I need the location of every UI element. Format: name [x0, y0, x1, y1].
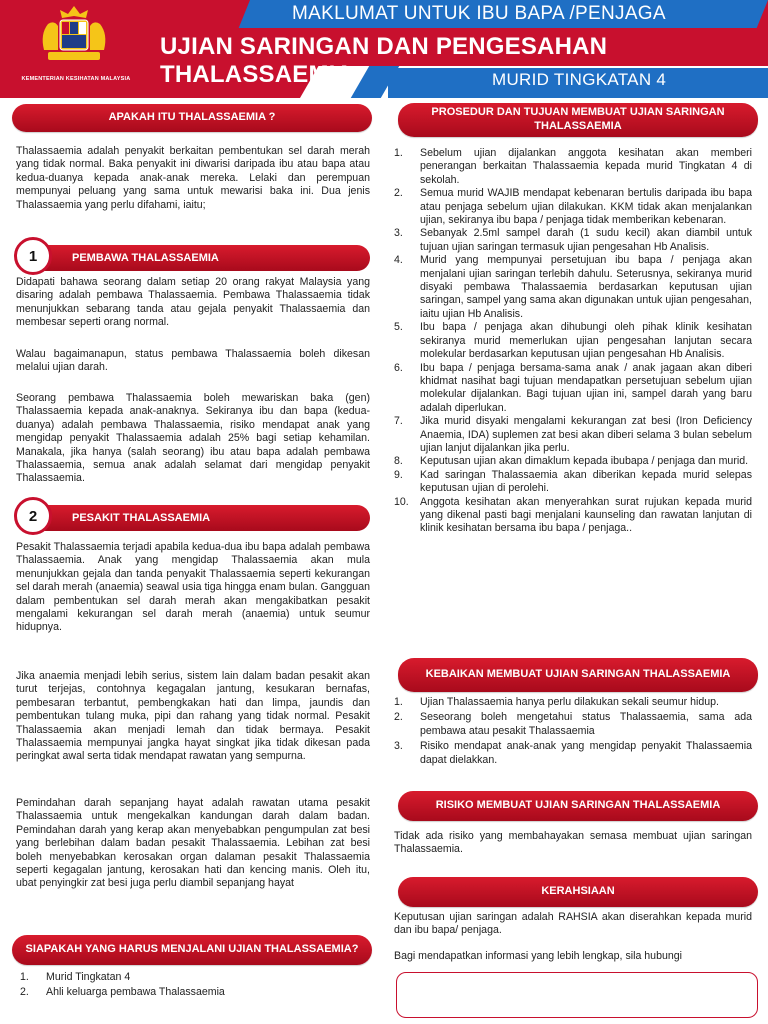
who-list [20, 971, 370, 1000]
number-badge-2: 2 [14, 497, 52, 535]
list-item: 3. Risiko mendapat anak-anak yang mengidap penyakit Thalassaemia dapat dielakkan. [394, 740, 752, 766]
section-head-carrier [32, 245, 370, 271]
list-item: 2. Seseorang boleh mengetahui status Thalassaemia, sama ada pembawa atau pesakit Thalassaemia [394, 711, 752, 737]
header-audience: MAKLUMAT UNTUK IBU BAPA /PENJAGA [292, 3, 666, 24]
list-item: 1. Sebelum ujian dijalankan anggota kesihatan akan memberi penerangan berkaitan Thalassaemia kepada murid Tingkatan 4 di sekolah. [394, 147, 752, 186]
procedure-list [394, 147, 752, 536]
header-banner [0, 0, 768, 98]
section-head-benefit-label: KEBAIKAN MEMBUAT UJIAN SARINGAN THALASSAEMIA [425, 668, 731, 681]
list-item: 8. Keputusan ujian akan dimaklum kepada ibubapa / penjaga dan murid. [394, 455, 749, 468]
section-head-confidential [398, 877, 758, 907]
list-item: 6. Ibu bapa / penjaga bersama-sama anak / anak jagaan akan diberi khidmat nasihat bagi tujuan mendapatkan persetujuan sebelum ujian molekular dijalankan. Bagi tujuan ujian ini, sampel darah yang baru adalah diperlukan. [394, 361, 752, 414]
section-head-risk-label: RISIKO MEMBUAT UJIAN SARINGAN THALASSAEMIA [435, 799, 721, 812]
list-item: 9. Kad saringan Thalassaemia akan diberikan kepada murid selepas keputusan ujian di perolehi. [394, 468, 752, 495]
page-title: UJIAN SARINGAN DAN PENGESAHAN THALASSAEMIA [160, 33, 608, 88]
section-head-who-label: SIAPAKAH YANG HARUS MENJALANI UJIAN THALASSAEMIA? [25, 943, 359, 956]
number-badge-1: 1 [14, 237, 52, 275]
section-head-procedure-label: PROSEDUR DAN TUJUAN MEMBUAT UJIAN SARINGAN THALASSAEMIA [431, 106, 725, 132]
patient-paragraph-3: Pemindahan darah sepanjang hayat adalah rawatan utama pesakit Thalassaemia untuk mengekalkan kandungan darah dalam badan. Pemindahan darah yang kerap akan menyebabkan pengumpulan zat besi yang berlebihan dalam badan pesakit Thalassaemia. Lebihan zat besi boleh menyebabkan kerosakan organ dalaman pesakit Thalassaemia seperti kegagalan jantung, kerosakan hati dan kencing manis. Oleh itu, ubat penyingkir zat besi juga perlu diambil sepanjang hayat [16, 797, 370, 890]
list-item: 2. Ahli keluarga pembawa Thalassaemia [20, 986, 225, 999]
contact-box [396, 972, 758, 1018]
page-subtitle: MURID TINGKATAN 4 [492, 70, 667, 89]
ministry-name: KEMENTERIAN KESIHATAN MALAYSIA [21, 76, 131, 82]
section-head-confidential-label: KERAHSIAAN [541, 885, 615, 898]
what-paragraph: Thalassaemia adalah penyakit berkaitan pembentukan sel darah merah yang tidak normal. Baka penyakit ini diwarisi daripada ibu atau bapa atau kedua-duanya kepada anak-anak mereka. Lelaki dan perempuan mempunyai peluang yang sama untuk mewarisi baka ini. Dua jenis Thalassaemia yang perlu difahami, iaitu; [16, 145, 370, 211]
section-head-benefit [398, 658, 758, 692]
confidential-paragraph: Keputusan ujian saringan adalah RAHSIA akan diserahkan kepada murid dan ibu bapa/ penjaga. [394, 911, 752, 937]
section-head-carrier-label: PEMBAWA THALASSAEMIA [72, 252, 219, 264]
patient-paragraph-2: Jika anaemia menjadi lebih serius, sistem lain dalam badan pesakit akan turut terjejas, contohnya kegagalan jantung, kesukaran bernafas, pembesaran terbantut, pembengkakan hati dan limpa, jaundis dan pembentukan tulang muka, pipi dan rahang yang tidak normal. Pesakit Thalassaemia akan menjadi lemah dan tidak bermaya. Pesakit Thalassaemia mempunyai jangka hayat singkat jika tidak dikesan pada peringkat awal serta tidak mendapat rawatan yang sempurna. [16, 670, 370, 763]
list-item: 7. Jika murid disyaki mengalami kekurangan zat besi (Iron Deficiency Anaemia, IDA) suplemen zat besi akan diberi selama 3 bulan sebelum ujian lanjut dijalankan jika perlu. [394, 415, 752, 454]
benefit-list [394, 696, 752, 767]
carrier-paragraph-3: Seorang pembawa Thalassaemia boleh mewariskan baka (gen) Thalassaemia kepada anak-anaknya. Sekiranya ibu dan bapa (kedua-duanya) adalah pembawa Thalassaemia, risiko mendapat anak yang mengidap penyakit Thalassaemia adalah 25% bagi setiap kehamilan. Manakala, jika hanya (salah seorang) ibu atau bapa adalah pembawa Thalassaemia, semua anak adalah selamat dari mengidap penyakit Thalassaemia. [16, 392, 370, 485]
contact-paragraph: Bagi mendapatkan informasi yang lebih lengkap, sila hubungi [394, 950, 682, 962]
ministry-logo [6, 4, 140, 86]
list-item: 1. Ujian Thalassaemia hanya perlu dilakukan sekali seumur hidup. [394, 696, 719, 708]
list-item: 5. Ibu bapa / penjaga akan dihubungi oleh pihak klinik kesihatan sekiranya murid memerlukan ujian pengesahan lanjutan secara molekular berdasarkan keputusan ujian pengesahan Hb Analisis. [394, 321, 752, 361]
section-head-risk [398, 791, 758, 821]
list-item: 2. Semua murid WAJIB mendapat kebenaran bertulis daripada ibu bapa atau penjaga sebelum ujian dilakukan. KKM tidak akan menjalankan ujian, sekiranya ibu bapa / penjaga tidak memberikan kebenaran. [394, 187, 752, 227]
patient-paragraph-1: Pesakit Thalassaemia terjadi apabila kedua-dua ibu bapa adalah pembawa Thalassaemia. Anak yang mengidap Thalassaemia akan mula menunjukkan gejala dan tanda penyakit Thalassaemia seperti kekurangan sel darah merah (anaemia) seawal usia tiga hingga enam bulan. Gangguan dalam pembentukan sel darah merah akan mengakibatkan pesakit mengalami kekurangan sel darah merah (anaemia) untuk seumur hidupnya. [16, 541, 370, 634]
carrier-paragraph-2: Walau bagaimanapun, status pembawa Thalassaemia boleh dikesan melalui ujian darah. [16, 348, 370, 374]
section-head-who [12, 935, 372, 965]
list-item: 4. Murid yang mempunyai persetujuan ibu bapa / penjaga akan menjalani ujian saringan terlebih dahulu. Seterusnya, sekiranya murid disyaki pembawa Thalassaemia berdasarkan keputusan ujian saringan, sampel yang sama akan digunakan untuk ujian pengesahan, iaitu ujian Hb Analisis. [394, 254, 752, 320]
list-item: 3. Sebanyak 2.5ml sampel darah (1 sudu kecil) akan diambil untuk tujuan ujian saringan termasuk ujian pengesahan Hb Analisis. [394, 227, 752, 253]
section-head-procedure [398, 103, 758, 137]
carrier-paragraph-1: Didapati bahawa seorang dalam setiap 20 orang rakyat Malaysia yang disaring adalah pembawa Thalassaemia. Pembawa Thalassaemia tidak menunjukkan sebarang tanda atau gejala penyakit Thalassaemia dan membesar seperti orang normal. [16, 276, 370, 329]
section-head-patient-label: PESAKIT THALASSAEMIA [72, 512, 211, 524]
list-item: 1. Murid Tingkatan 4 [20, 971, 131, 983]
coat-of-arms-icon [36, 4, 112, 66]
section-head-patient [32, 505, 370, 531]
section-head-what-label: APAKAH ITU THALASSAEMIA ? [108, 111, 276, 124]
risk-paragraph: Tidak ada risiko yang membahayakan semasa membuat ujian saringan Thalassaemia. [394, 830, 752, 856]
list-item: 10. Anggota kesihatan akan menyerahkan surat rujukan kepada murid yang dikenal pasti bagi menjalani kaunseling dan rawatan lanjutan di klinik kesihatan bersama ibu bapa / penjaga.. [394, 495, 752, 535]
section-head-what [12, 104, 372, 132]
